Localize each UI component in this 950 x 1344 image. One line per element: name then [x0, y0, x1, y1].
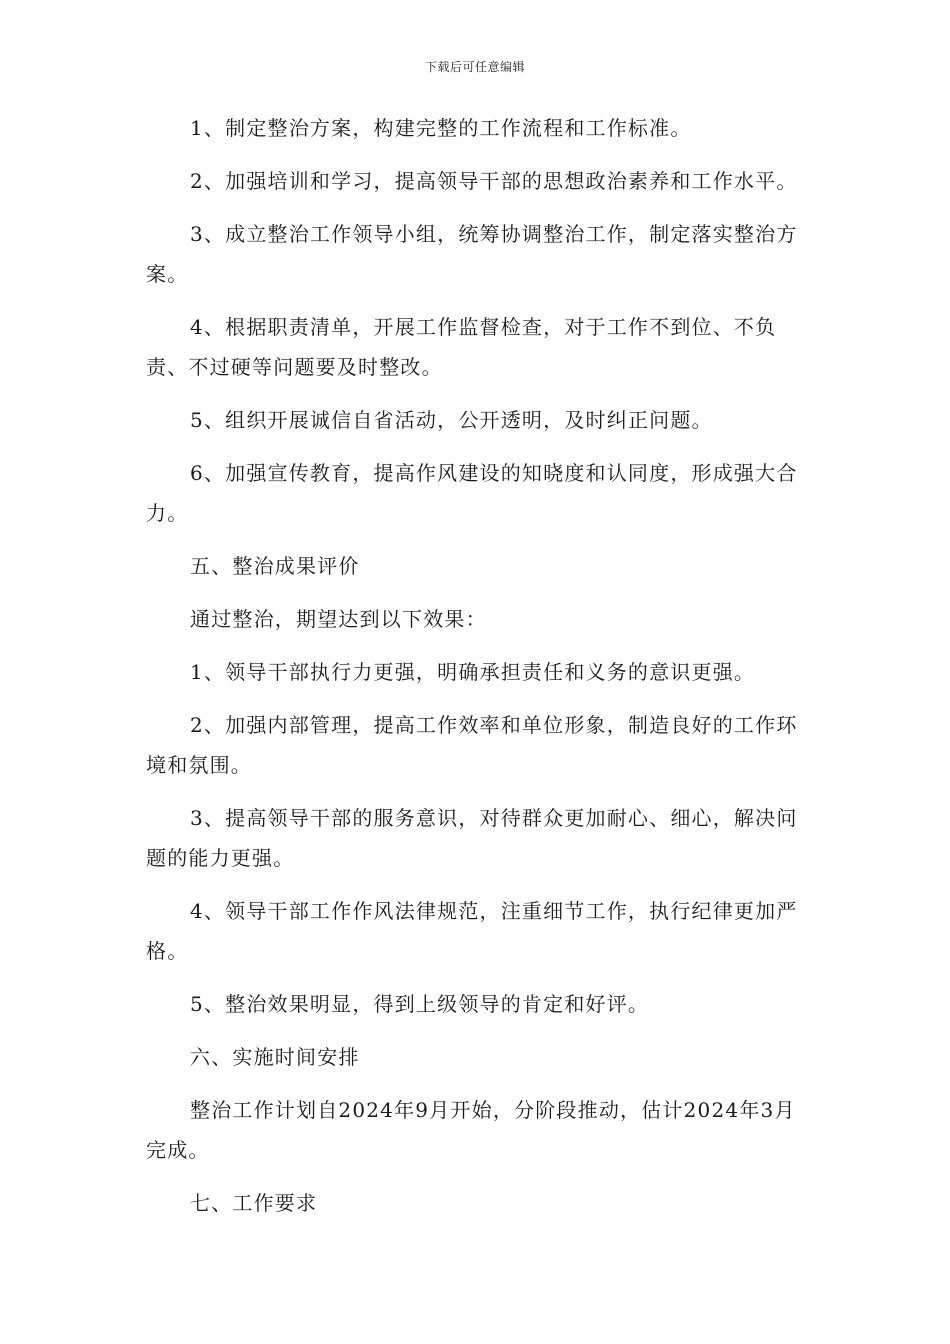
paragraph-measure-2: 2、加强培训和学习，提高领导干部的思想政治素养和工作水平。: [190, 169, 798, 193]
section-heading-6: 六、实施时间安排: [190, 1045, 360, 1069]
paragraph-effect-4: 4、领导干部工作作风法律规范，注重细节工作，执行纪律更加严格。: [146, 899, 798, 963]
section-heading-7: 七、工作要求: [190, 1191, 318, 1215]
paragraph-effect-5: 5、整治效果明显，得到上级领导的肯定和好评。: [190, 992, 650, 1016]
paragraph-measure-4: 4、根据职责清单，开展工作监督检查，对于工作不到位、不负责、不过硬等问题要及时整改。: [146, 315, 777, 379]
paragraph-measure-3: 3、成立整治工作领导小组，统筹协调整治工作，制定落实整治方案。: [146, 222, 798, 286]
paragraph-measure-1: 1、制定整治方案，构建完整的工作流程和工作标准。: [190, 116, 692, 140]
document-body: [146, 108, 810, 1223]
paragraph-measure-5: 5、组织开展诚信自省活动，公开透明，及时纠正问题。: [190, 408, 713, 432]
paragraph-effect-3: 3、提高领导干部的服务意识，对待群众更加耐心、细心，解决问题的能力更强。: [146, 806, 798, 870]
paragraph-intro: 通过整治，期望达到以下效果：: [190, 607, 487, 631]
paragraph-effect-2: 2、加强内部管理，提高工作效率和单位形象，制造良好的工作环境和氛围。: [146, 713, 798, 777]
paragraph-effect-1: 1、领导干部执行力更强，明确承担责任和义务的意识更强。: [190, 660, 756, 684]
section-heading-5: 五、整治成果评价: [190, 554, 360, 578]
page-header-note: 下载后可任意编辑: [424, 60, 525, 74]
paragraph-measure-6: 6、加强宣传教育，提高作风建设的知晓度和认同度，形成强大合力。: [146, 461, 798, 525]
paragraph-schedule: 整治工作计划自2024年9月开始，分阶段推动，估计2024年3月完成。: [146, 1098, 796, 1162]
